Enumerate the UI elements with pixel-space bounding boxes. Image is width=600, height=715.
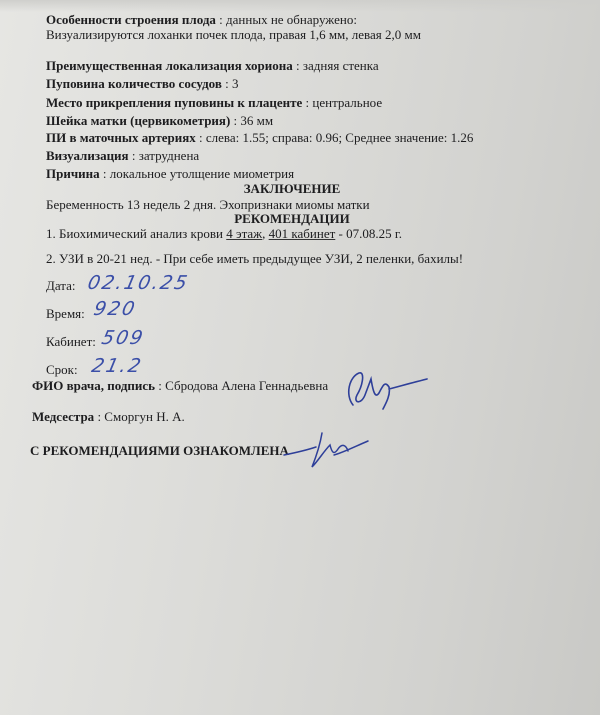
cause-value: : локальное утолщение миометрия [99, 166, 295, 181]
nurse-line [32, 409, 185, 425]
rec1-sep: , [262, 226, 269, 241]
doctor-signature [335, 365, 445, 415]
fetal-structure-value: : данных не обнаружено: [215, 12, 357, 27]
date-label: Дата: [46, 278, 76, 293]
nurse-value: : Сморгун Н. А. [94, 409, 185, 424]
time-handwritten: 920 [91, 298, 139, 320]
page-shadow [0, 0, 600, 12]
time-label: Время: [46, 306, 85, 321]
cervix-label: Шейка матки (цервикометрия) [46, 113, 231, 128]
cause-label: Причина [46, 166, 100, 181]
doctor-value: : Сбродова Алена Геннадьевна [155, 378, 329, 393]
chorion-value: : задняя стенка [292, 58, 379, 73]
cord-vessels-line [46, 76, 239, 92]
visualization-line [46, 148, 199, 164]
visualization-label: Визуализация [46, 148, 129, 163]
acknowledged-text: С РЕКОМЕНДАЦИЯМИ ОЗНАКОМЛЕНА [30, 443, 289, 458]
patient-signature [282, 425, 382, 475]
fetal-structure-line [46, 12, 357, 28]
kidney-pelvis-line: Визуализируются лоханки почек плода, правая 1,6 мм, левая 2,0 мм [46, 27, 421, 42]
cause-line [46, 166, 294, 182]
chorion-line [46, 58, 379, 74]
cord-vessels-value: : 3 [221, 76, 239, 91]
chorion-label: Преимущественная локализация хориона [46, 58, 293, 73]
cord-vessels-label: Пуповина количество сосудов [46, 76, 222, 91]
cervix-value: : 36 мм [230, 113, 274, 128]
cord-insertion-value: : центральное [302, 95, 383, 110]
rec1-suffix: - 07.08.25 г. [335, 226, 402, 241]
pi-line [46, 130, 473, 146]
rec1-prefix: 1. Биохимический анализ крови [46, 226, 227, 241]
nurse-label: Медсестра [32, 409, 95, 424]
cord-insertion-line [46, 95, 382, 111]
fetal-structure-label: Особенности строения плода [46, 12, 216, 27]
date-handwritten: 02.10.25 [85, 272, 191, 294]
recommendation-item-1 [46, 226, 402, 242]
pi-label: ПИ в маточных артериях [46, 130, 196, 145]
cervix-line [46, 113, 273, 129]
doctor-line [32, 378, 328, 394]
cabinet-label: Кабинет: [46, 334, 96, 349]
conclusion-text: Беременность 13 недель 2 дня. Эхопризнаки миомы матки [46, 197, 370, 212]
pi-value: : слева: 1.55; справа: 0.96; Среднее значение: 1.26 [195, 130, 474, 145]
doctor-label: ФИО врача, подпись [32, 378, 156, 393]
cord-insertion-label: Место прикрепления пуповины к плаценте [46, 95, 303, 110]
visualization-value: : затруднена [128, 148, 200, 163]
term-label: Срок: [46, 362, 78, 377]
cabinet-handwritten: 509 [99, 327, 147, 349]
term-handwritten: 21.2 [89, 355, 145, 377]
recommendation-item-2: 2. УЗИ в 20-21 нед. - При себе иметь предыдущее УЗИ, 2 пеленки, бахилы! [46, 251, 464, 266]
conclusion-heading: ЗАКЛЮЧЕНИЕ [243, 181, 341, 196]
rec1-floor: 4 этаж [226, 226, 263, 241]
recommendations-heading: РЕКОМЕНДАЦИИ [234, 211, 350, 226]
rec1-room: 401 кабинет [268, 226, 336, 241]
